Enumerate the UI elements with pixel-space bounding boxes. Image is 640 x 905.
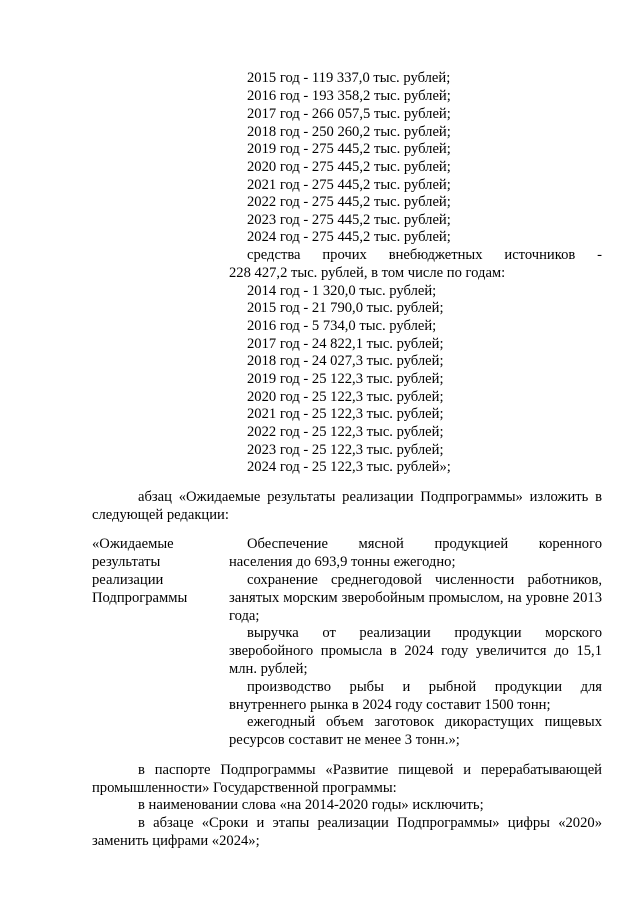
funding-year-line: 2019 год - 25 122,3 тыс. рублей; — [247, 371, 444, 387]
funding-year-line: 2018 год - 250 260,2 тыс. рублей; — [247, 124, 451, 140]
word: внебюджетных — [388, 247, 483, 263]
funding-year-line: 2024 год - 25 122,3 тыс. рублей»; — [247, 459, 451, 475]
results-label-line: реализации — [92, 572, 164, 588]
result-item-rest: внутреннего рынка в 2024 году составит 1500 тонн; — [229, 697, 551, 713]
funding-year-line: 2016 год - 193 358,2 тыс. рублей; — [247, 88, 451, 104]
instruction-timing-line1: в абзаце «Сроки и этапы реализации Подпрограммы» цифры «2020» — [138, 815, 602, 831]
instruction-passport-line1: в паспорте Подпрограммы «Развитие пищевой и перерабатывающей — [138, 762, 602, 778]
results-label-line: «Ожидаемые — [92, 536, 174, 552]
funding-year-line: 2014 год - 1 320,0 тыс. рублей; — [247, 283, 437, 299]
result-item-line1: сохранение среднегодовой численности работников, — [247, 572, 602, 588]
word: прочих — [322, 247, 367, 263]
funding-year-line: 2023 год - 275 445,2 тыс. рублей; — [247, 212, 451, 228]
instruction-passport-line2: промышленности» Государственной программы: — [92, 780, 397, 796]
results-label-line: Подпрограммы — [92, 590, 188, 606]
result-item-rest: занятых морским зверобойным промыслом, на уровне 2013 года; — [229, 590, 602, 624]
funding-year-line: 2022 год - 25 122,3 тыс. рублей; — [247, 424, 444, 440]
result-item-line1: ежегодный объем заготовок дикорастущих пищевых — [247, 714, 602, 730]
result-item-rest: зверобойного промысла в 2024 году увеличится до 15,1 млн. рублей; — [229, 643, 602, 677]
funding-year-line: 2023 год - 25 122,3 тыс. рублей; — [247, 442, 444, 458]
funding-year-line: 2019 год - 275 445,2 тыс. рублей; — [247, 141, 451, 157]
result-item-rest: населения до 693,9 тонны ежегодно; — [229, 554, 456, 570]
funding-year-line: 2016 год - 5 734,0 тыс. рублей; — [247, 318, 437, 334]
funding-year-line: 2015 год - 21 790,0 тыс. рублей; — [247, 300, 444, 316]
funding-year-line: 2021 год - 275 445,2 тыс. рублей; — [247, 177, 451, 193]
funding-year-line: 2017 год - 24 822,1 тыс. рублей; — [247, 336, 444, 352]
result-item-rest: ресурсов составит не менее 3 тонн.»; — [229, 732, 460, 748]
funding-year-line: 2015 год - 119 337,0 тыс. рублей; — [247, 70, 451, 86]
word: источников — [504, 247, 576, 263]
funding-year-line: 2024 год - 275 445,2 тыс. рублей; — [247, 229, 451, 245]
instruction-timing-line2: заменить цифрами «2024»; — [92, 833, 260, 849]
result-item-line1: Обеспечение мясной продукцией коренного — [247, 536, 602, 552]
funding-year-line: 2020 год - 275 445,2 тыс. рублей; — [247, 159, 451, 175]
funding-year-line: 2020 год - 25 122,3 тыс. рублей; — [247, 389, 444, 405]
other-sources-line1 — [247, 247, 602, 265]
results-label-line: результаты — [92, 554, 161, 570]
word: средства — [247, 247, 301, 263]
word: - — [597, 247, 602, 263]
funding-year-line: 2018 год - 24 027,3 тыс. рублей; — [247, 353, 444, 369]
result-item-line1: выручка от реализации продукции морского — [247, 625, 602, 641]
funding-year-line: 2021 год - 25 122,3 тыс. рублей; — [247, 406, 444, 422]
funding-year-line: 2022 год - 275 445,2 тыс. рублей; — [247, 194, 451, 210]
result-item-line1: производство рыбы и рыбной продукции для — [247, 679, 602, 695]
funding-year-line: 2017 год - 266 057,5 тыс. рублей; — [247, 106, 451, 122]
instruction-results-line2: следующей редакции: — [92, 507, 229, 523]
instruction-name: в наименовании слова «на 2014-2020 годы» исключить; — [138, 797, 484, 813]
instruction-results-line1: абзац «Ожидаемые результаты реализации Подпрограммы» изложить в — [138, 489, 602, 505]
other-sources-line2: 228 427,2 тыс. рублей, в том числе по годам: — [229, 265, 506, 281]
